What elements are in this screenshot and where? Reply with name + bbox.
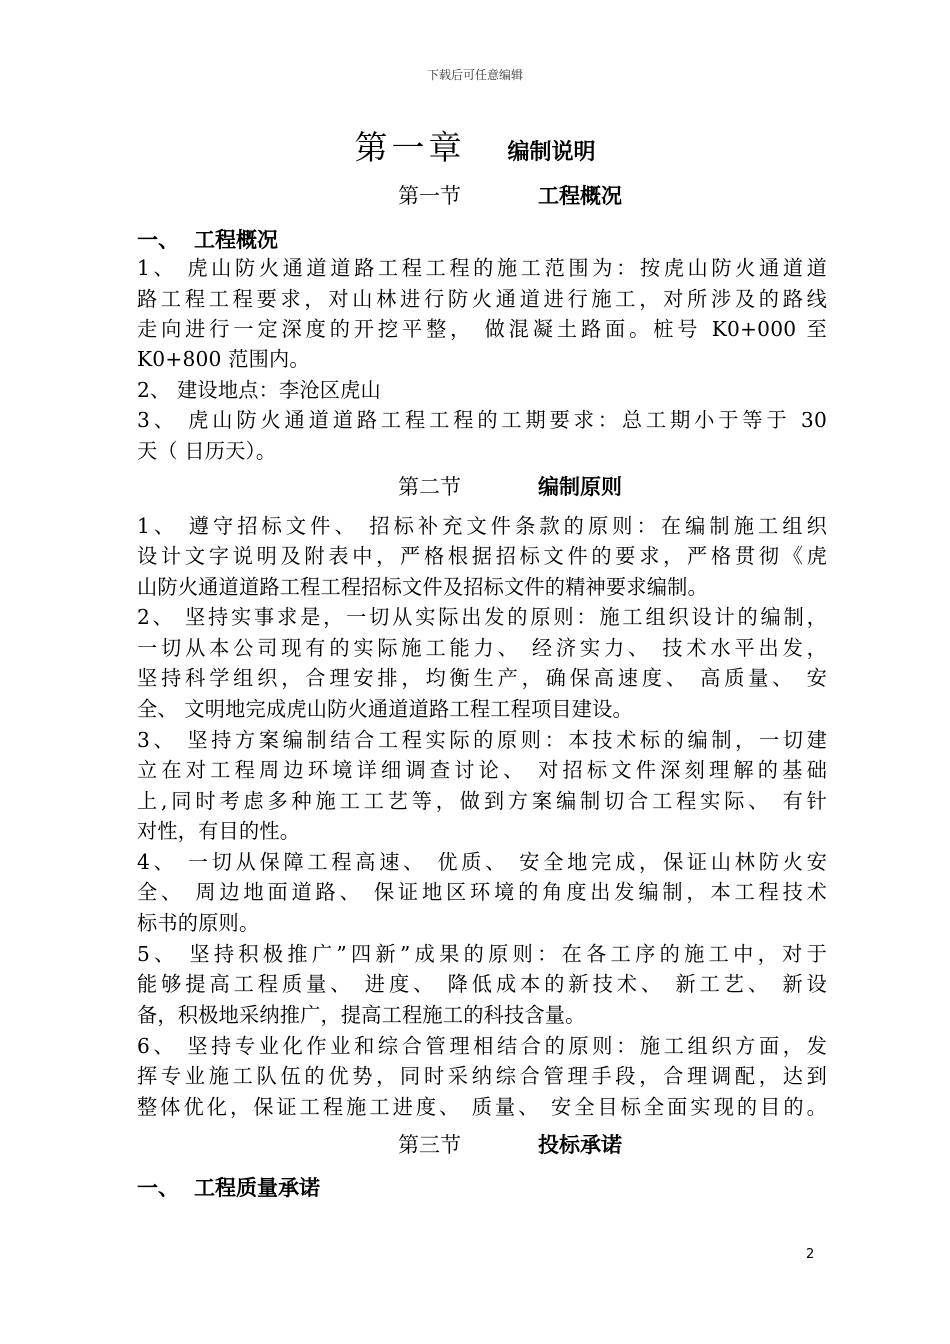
paragraph-line: 1、 遵守招标文件、 招标补充文件条款的原则：在编制施工组织 bbox=[137, 514, 827, 538]
paragraph-line: 6、 坚持专业化作业和综合管理相结合的原则：施工组织方面，发 bbox=[137, 1034, 827, 1058]
section-number: 第三节 bbox=[398, 1133, 461, 1157]
subheading-text: 工程概况 bbox=[194, 228, 278, 252]
paragraph-line: 坚持科学组织，合理安排，均衡生产，确保高速度、 高质量、 安 bbox=[137, 666, 827, 690]
paragraph-line: 立在对工程周边环境详细调查讨论、 对招标文件深刻理解的基础 bbox=[137, 758, 827, 782]
subheading-overview bbox=[137, 224, 278, 254]
paragraph-line: 4、 一切从保障工程高速、 优质、 安全地完成，保证山林防火安 bbox=[137, 850, 827, 874]
section-title: 编制原则 bbox=[538, 475, 622, 499]
subheading-index: 一、 bbox=[137, 1176, 179, 1200]
paragraph-line: 全、 文明地完成虎山防火通道道路工程工程项目建设。 bbox=[137, 697, 633, 721]
paragraph-line: 能够提高工程质量、 进度、 降低成本的新技术、 新工艺、 新设 bbox=[137, 972, 827, 996]
paragraph-line: 上,同时考虑多种施工工艺等，做到方案编制切合工程实际、 有针 bbox=[137, 789, 827, 813]
paragraph-line: K0+800 范围内。 bbox=[137, 347, 310, 371]
paragraph-line: 山防火通道道路工程工程招标文件及招标文件的精神要求编制。 bbox=[137, 575, 708, 599]
section-heading-1 bbox=[398, 180, 622, 210]
chapter-title: 编制说明 bbox=[507, 140, 596, 165]
paragraph-line: 3、 坚持方案编制结合工程实际的原则：本技术标的编制，一切建 bbox=[137, 728, 827, 752]
subheading-index: 一、 bbox=[137, 228, 179, 252]
paragraph-line: 天（ 日历天）。 bbox=[137, 439, 277, 463]
paragraph-line: 对性，有目的性。 bbox=[137, 819, 301, 843]
paragraph-line: 标书的原则。 bbox=[137, 911, 260, 935]
paragraph-line: 全、 周边地面道路、 保证地区环境的角度出发编制，本工程技术 bbox=[137, 880, 827, 904]
section-title: 工程概况 bbox=[538, 184, 622, 208]
paragraph-line: 备，积极地采纳推广，提高工程施工的科技含量。 bbox=[137, 1003, 586, 1027]
section-number: 第一节 bbox=[398, 184, 461, 208]
page-number: 2 bbox=[806, 1247, 815, 1262]
paragraph-line: 1、 虎山防火通道道路工程工程的施工范围为：按虎山防火通道道 bbox=[137, 256, 827, 280]
paragraph-line: 2、 建设地点：李沧区虎山 bbox=[137, 378, 381, 402]
paragraph-line: 2、 坚持实事求是，一切从实际出发的原则：施工组织设计的编制， bbox=[137, 605, 827, 629]
paragraph-line: 挥专业施工队伍的优势，同时采纳综合管理手段，合理调配，达到 bbox=[137, 1064, 827, 1088]
section-heading-2 bbox=[398, 471, 622, 501]
paragraph-line: 路工程工程要求，对山林进行防火通道进行施工，对所涉及的路线 bbox=[137, 287, 827, 311]
paragraph-line: 5、 坚持积极推广”四新”成果的原则：在各工序的施工中，对于 bbox=[137, 942, 827, 966]
paragraph-line: 3、 虎山防火通道道路工程工程的工期要求：总工期小于等于 30 bbox=[137, 408, 827, 432]
chapter-heading bbox=[0, 122, 950, 169]
paragraph-line: 整体优化，保证工程施工进度、 质量、 安全目标全面实现的目的。 bbox=[137, 1095, 827, 1119]
paragraph-line: 一切从本公司现有的实际施工能力、 经济实力、 技术水平出发， bbox=[137, 636, 827, 660]
header-note: 下载后可任意编辑 bbox=[426, 68, 523, 82]
subheading-text: 工程质量承诺 bbox=[194, 1176, 320, 1200]
chapter-number: 第一章 bbox=[354, 128, 466, 167]
subheading-quality bbox=[137, 1172, 320, 1202]
section-title: 投标承诺 bbox=[538, 1133, 622, 1157]
section-heading-3 bbox=[398, 1129, 622, 1159]
paragraph-line: 设计文字说明及附表中，严格根据招标文件的要求，严格贯彻《虎 bbox=[137, 544, 827, 568]
section-number: 第二节 bbox=[398, 475, 461, 499]
paragraph-line: 走向进行一定深度的开挖平整， 做混凝土路面。桩号 K0+000 至 bbox=[137, 317, 827, 341]
